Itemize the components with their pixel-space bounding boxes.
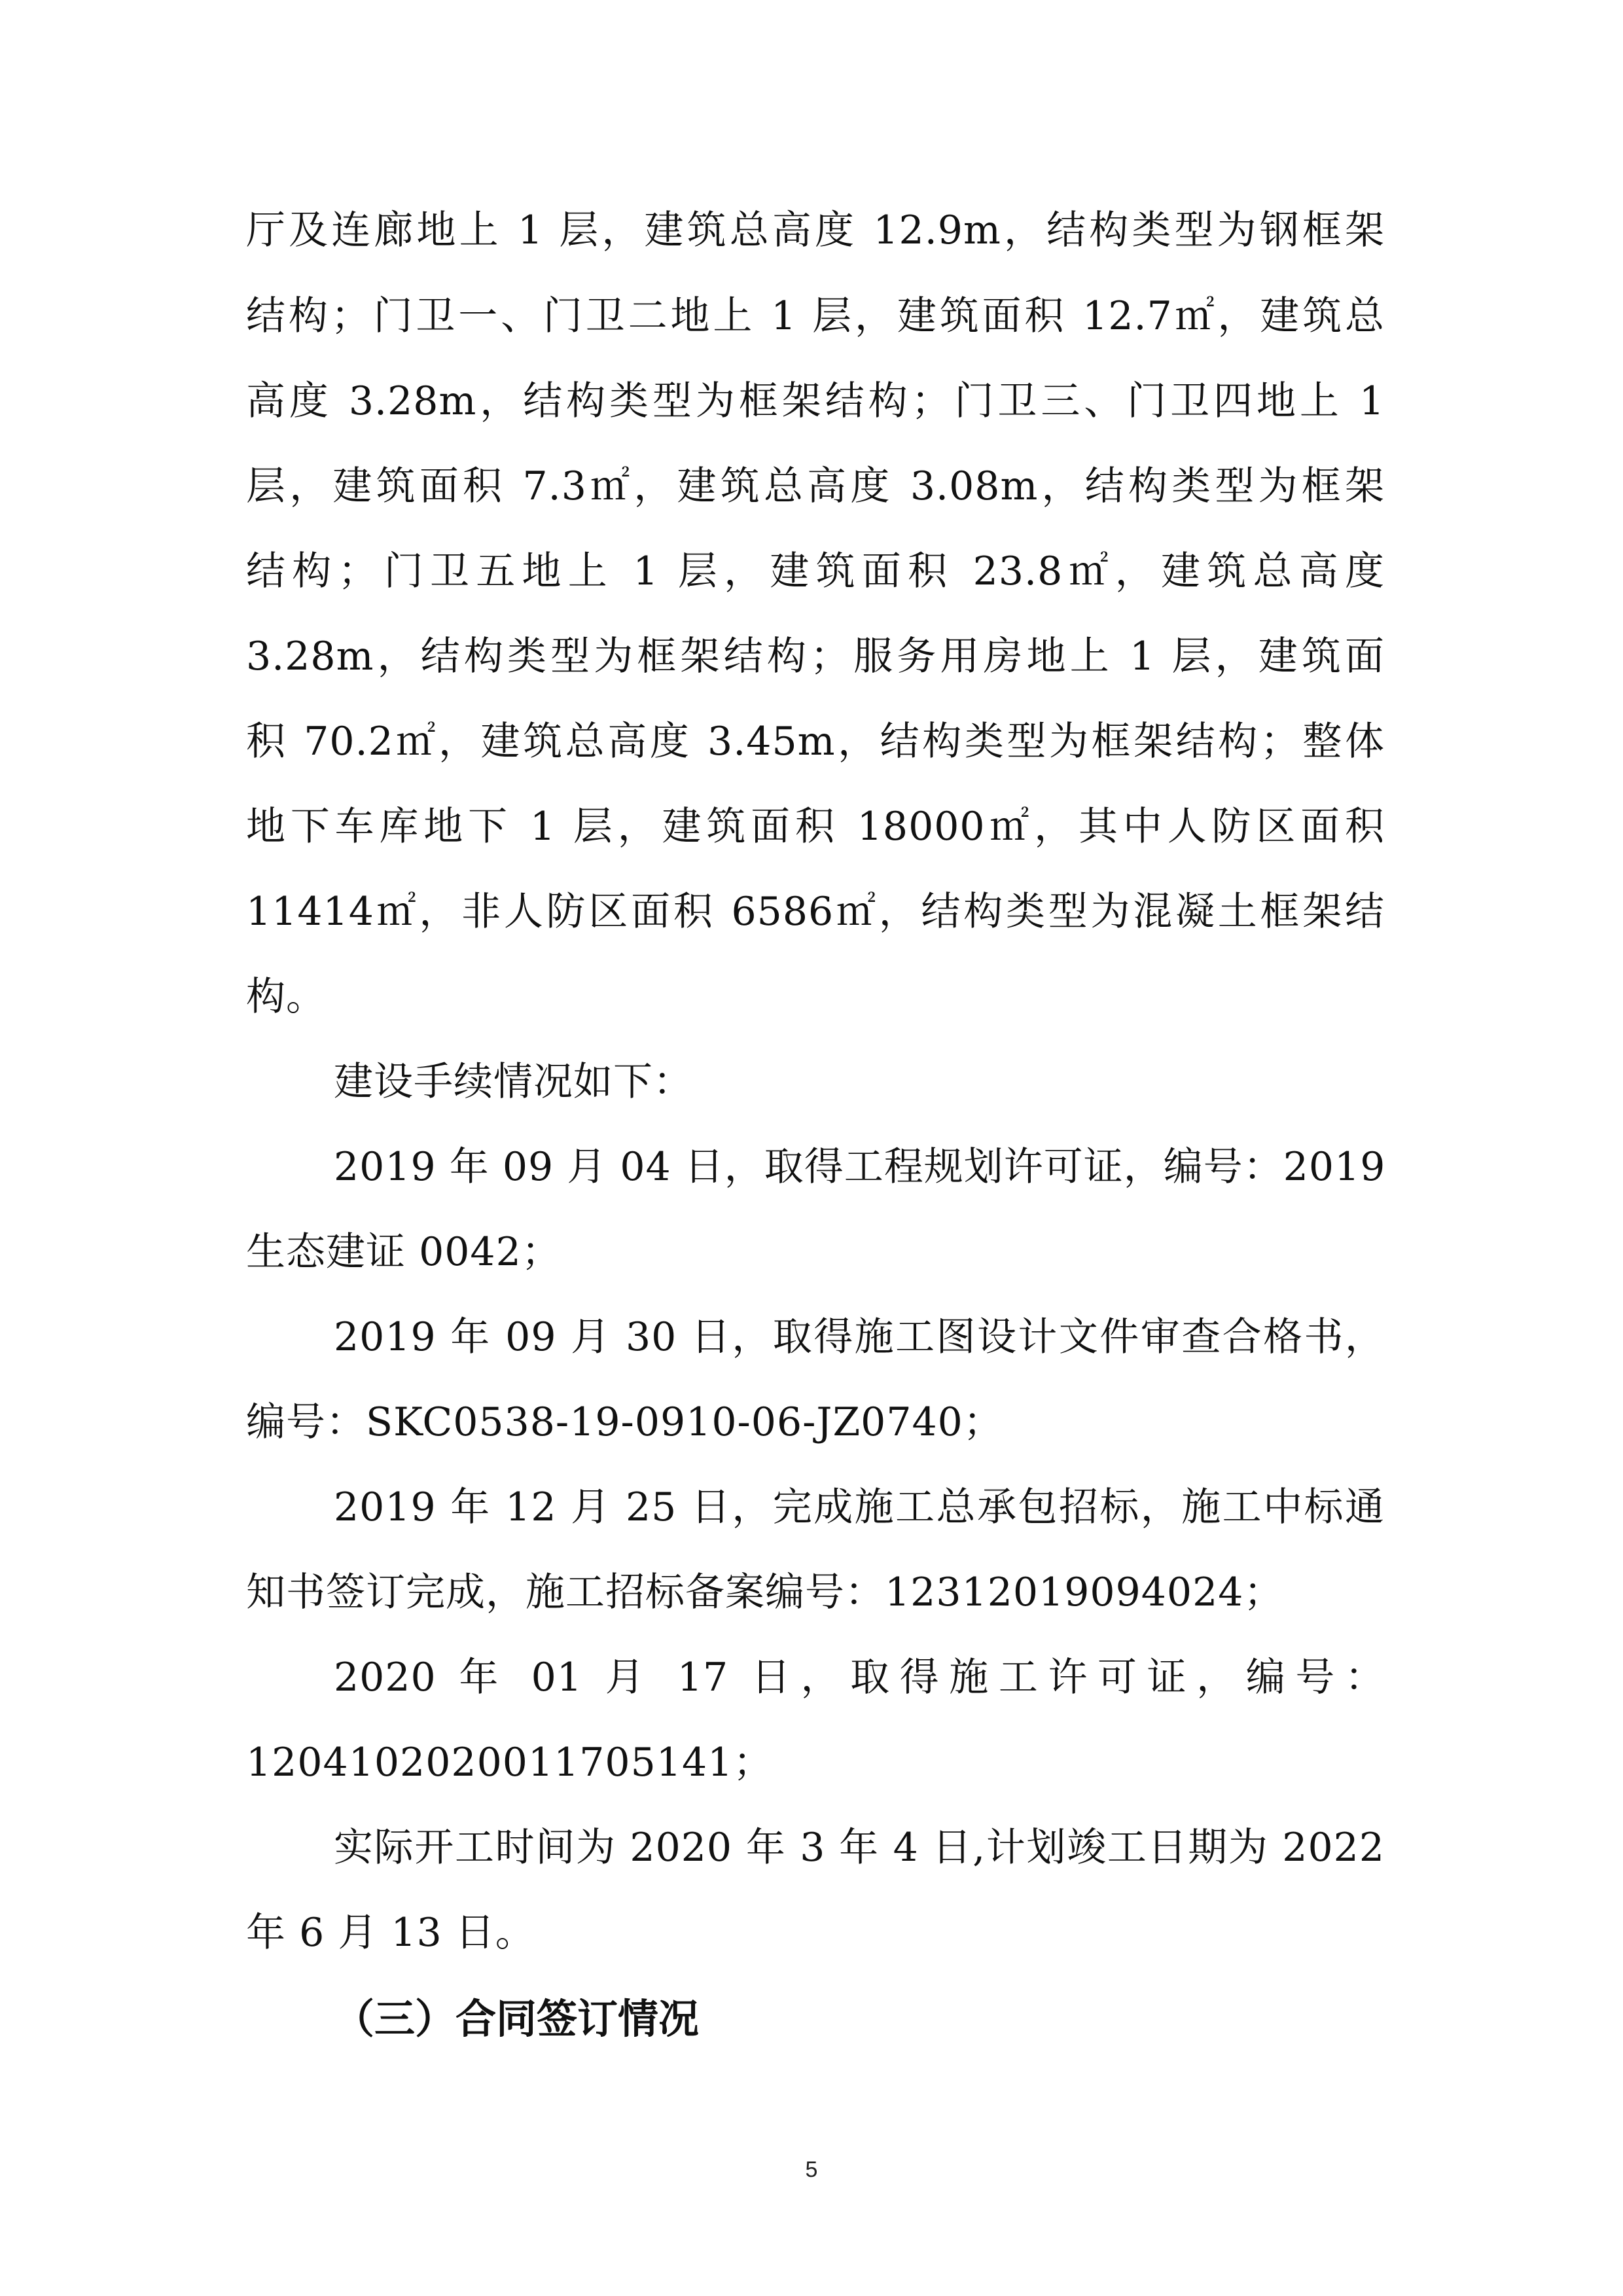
procedure-2-line-1: 2019 年 09 月 30 日，取得施工图设计文件审查合格书， bbox=[334, 1314, 1385, 1360]
body-line-1: 厅及连廊地上 1 层，建筑总高度 12.9m，结构类型为钢框架 bbox=[246, 207, 1385, 253]
page-number: 5 bbox=[805, 2157, 818, 2182]
procedure-2-line-2: 编号：SKC0538-19-0910-06-JZ0740； bbox=[246, 1399, 1003, 1445]
procedure-3-line-2: 知书签订完成，施工招标备案编号：12312019094024； bbox=[246, 1570, 1284, 1615]
procedure-1-line-2: 生态建证 0042； bbox=[246, 1229, 562, 1275]
body-line-10: 构。 bbox=[246, 974, 326, 1020]
body-line-2: 结构；门卫一、门卫二地上 1 层，建筑面积 12.7㎡，建筑总 bbox=[246, 293, 1385, 339]
body-line-9: 11414㎡，非人防区面积 6586㎡，结构类型为混凝土框架结 bbox=[246, 889, 1385, 935]
body-line-8: 地下车库地下 1 层，建筑面积 18000㎡，其中人防区面积 bbox=[246, 804, 1385, 850]
construction-dates-line-1: 实际开工时间为 2020 年 3 年 4 日,计划竣工日期为 2022 bbox=[334, 1825, 1385, 1871]
procedure-3-line-1: 2019 年 12 月 25 日，完成施工总承包招标，施工中标通 bbox=[334, 1484, 1385, 1530]
body-line-6: 3.28m，结构类型为框架结构；服务用房地上 1 层，建筑面 bbox=[246, 634, 1385, 679]
section-heading: （三）合同签订情况 bbox=[334, 1995, 700, 2043]
body-line-3: 高度 3.28m，结构类型为框架结构；门卫三、门卫四地上 1 bbox=[246, 378, 1385, 424]
body-line-5: 结构；门卫五地上 1 层，建筑面积 23.8㎡，建筑总高度 bbox=[246, 548, 1385, 594]
procedure-4-line-1: 2020 年 01 月 17 日，取得施工许可证，编号： bbox=[334, 1655, 1385, 1700]
body-line-4: 层，建筑面积 7.3㎡，建筑总高度 3.08m，结构类型为框架 bbox=[246, 463, 1385, 509]
construction-dates-line-2: 年 6 月 13 日。 bbox=[246, 1910, 535, 1956]
body-line-7: 积 70.2㎡，建筑总高度 3.45m，结构类型为框架结构；整体 bbox=[246, 719, 1385, 764]
procedure-4-line-2: 1204102020011705141； bbox=[246, 1740, 774, 1785]
procedures-intro: 建设手续情况如下： bbox=[334, 1059, 693, 1105]
procedure-1-line-1: 2019 年 09 月 04 日，取得工程规划许可证，编号：2019 bbox=[334, 1144, 1386, 1190]
